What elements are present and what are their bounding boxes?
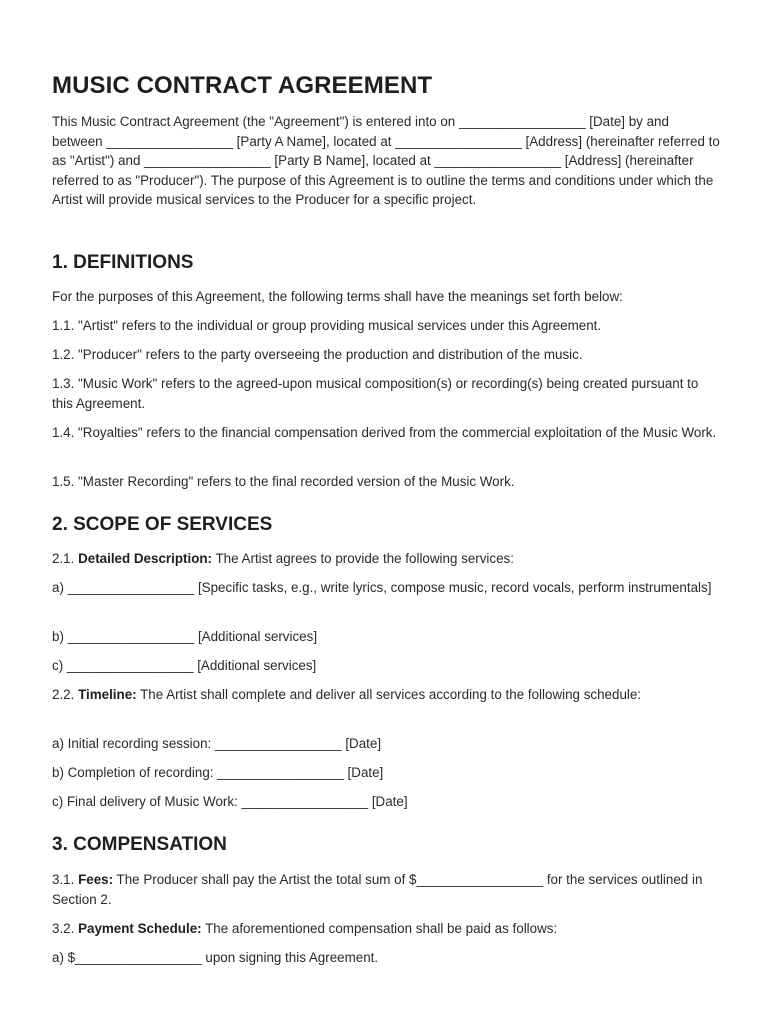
clause-3-1	[52, 870, 722, 909]
definition-item: 1.2. "Producer" refers to the party overseeing the production and distribution of the music.	[52, 347, 583, 362]
definitions-heading: 1. DEFINITIONS	[52, 252, 194, 273]
clause-label: Detailed Description:	[78, 551, 213, 566]
compensation-heading: 3. COMPENSATION	[52, 834, 227, 855]
scope-heading: 2. SCOPE OF SERVICES	[52, 514, 273, 535]
service-item-a: a) _________________ [Specific tasks, e.g., write lyrics, compose music, record vocals, perform instrumentals]	[52, 580, 712, 595]
timeline-item-a: a) Initial recording session: _________________ [Date]	[52, 736, 382, 751]
clause-text: The aforementioned compensation shall be paid as follows:	[205, 921, 558, 936]
definition-item: 1.1. "Artist" refers to the individual or group providing musical services under this Agreement.	[52, 318, 602, 333]
clause-label: Timeline:	[78, 687, 137, 702]
clause-text: The Artist shall complete and deliver all services according to the following schedule:	[140, 687, 642, 702]
clause-number: 2.2.	[52, 687, 75, 702]
clause-text: The Artist agrees to provide the following services:	[215, 551, 514, 566]
clause-number: 2.1.	[52, 551, 75, 566]
timeline-item-b: b) Completion of recording: _________________ [Date]	[52, 765, 384, 780]
clause-label: Payment Schedule:	[78, 921, 202, 936]
clause-2-1	[52, 549, 722, 569]
timeline-item-c: c) Final delivery of Music Work: _________________ [Date]	[52, 794, 408, 809]
definitions-lead: For the purposes of this Agreement, the following terms shall have the meanings set forth below:	[52, 289, 623, 304]
clause-number: 3.2.	[52, 921, 75, 936]
service-item-b: b) _________________ [Additional services]	[52, 629, 318, 644]
clause-label: Fees:	[78, 872, 114, 887]
clause-number: 3.1.	[52, 872, 75, 887]
definition-item: 1.5. "Master Recording" refers to the final recorded version of the Music Work.	[52, 474, 515, 489]
service-item-c: c) _________________ [Additional services]	[52, 658, 317, 673]
clause-text: The Producer shall pay the Artist the total sum of $_________________ for the services outlined in Section 2.	[52, 872, 703, 907]
definition-item: 1.3. "Music Work" refers to the agreed-upon musical composition(s) or recording(s) being created pursuant to this Agreement.	[52, 376, 699, 411]
payment-item-a: a) $_________________ upon signing this Agreement.	[52, 950, 379, 965]
clause-3-2	[52, 919, 722, 939]
document-title: MUSIC CONTRACT AGREEMENT	[52, 72, 433, 99]
definition-item: 1.4. "Royalties" refers to the financial compensation derived from the commercial exploitation of the Music Work.	[52, 425, 717, 440]
clause-2-2	[52, 685, 722, 705]
intro-paragraph: This Music Contract Agreement (the "Agreement") is entered into on _________________ [Date] by and between _________________ [Party A Name], located at _________________ [Address] (hereinafter referred to as "Artist") and _________________ [Party B Name], located at _________________ [Address] (hereinafter referred to as "Producer"). The purpose of this Agreement is to outline the terms and conditions under which the Artist will provide musical services to the Producer for a specific project.	[52, 114, 720, 207]
